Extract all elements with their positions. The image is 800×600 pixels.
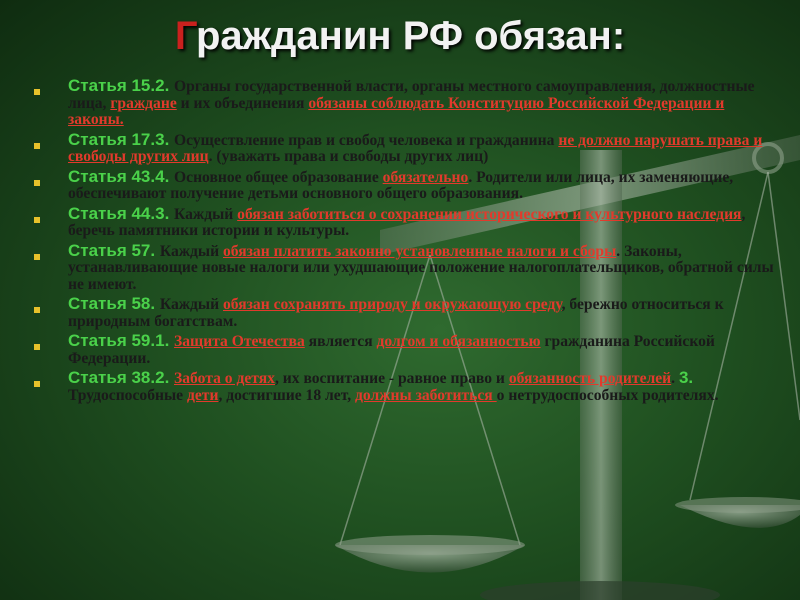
duty-text: Основное общее образование [174,168,383,186]
highlighted-duty: обязаны соблюдать Конституцию Российской Федерации и законы. [68,94,725,128]
duty-text: Осуществление прав и свобод человека и гражданина [174,131,559,149]
duty-text: Каждый [159,242,223,260]
bullet-icon [34,180,40,186]
article-number: 3. [678,368,694,387]
highlighted-duty: обязанность родителей [508,370,672,387]
highlighted-duty: Защита Отечества [174,333,305,350]
bullet-icon [34,143,40,149]
duty-text: гражданина Российской Федерации. [68,333,715,367]
list-item [30,166,775,203]
highlighted-duty: должны заботиться [355,386,497,404]
list-item-text [68,333,775,367]
duty-text: Органы государственной власти, органы местного самоуправления, должностные лица, [68,78,755,112]
duty-text: Трудоспособные [68,386,187,404]
duty-text: о нетрудоспособных родителях. [496,386,719,404]
list-item [30,240,775,294]
list-item [30,296,775,330]
highlighted-duty: дети [186,386,219,404]
duty-text: . Законы, устанавливающие новые налоги или ухудшающие положение налогоплательщиков, обратной силы не имеют. [68,242,774,293]
list-item [30,78,775,129]
highlighted-duty: обязан платить законно установленные налоги и сборы [223,242,617,260]
highlighted-duty: обязательно [382,168,469,186]
duty-text: Каждый [159,296,223,313]
article-number: Статья 59.1. [68,331,175,350]
list-item [30,129,775,166]
bullet-icon [34,217,40,223]
duty-text: является [304,333,377,350]
list-item-text [68,296,775,330]
highlighted-duty: долгом и обязанностью [376,333,541,350]
highlighted-duty: граждане [110,94,177,112]
bullet-icon [34,89,40,95]
duty-text: . Родители или лица, их заменяющие, обеспечивают получение детьми основного общего образования. [68,168,734,202]
article-number: Статья 38.2. [68,368,175,387]
bullet-icon [34,254,40,260]
list-item-text [68,129,775,166]
highlighted-duty: Забота о детях [174,370,275,387]
article-number: Статья 17.3. [68,129,175,149]
title-first-letter: Г [174,14,196,58]
bullet-icon [34,344,40,350]
list-item [30,333,775,367]
duty-text: Каждый [174,205,238,223]
page-title [0,14,800,59]
highlighted-duty: обязан заботиться о сохранении исторического и культурного наследия [237,205,742,223]
list-item [30,370,775,404]
duties-list [30,78,775,407]
list-item-text [68,370,775,404]
article-number: Статья 44.3. [68,203,175,223]
list-item-text [68,240,775,294]
duty-text: и их объединения [176,94,309,112]
article-number: Статья 58. [68,294,160,313]
list-item-text [68,78,775,129]
article-number: Статья 15.2. [68,76,175,95]
duty-text: , их воспитание - равное право и [274,370,509,387]
article-number: Статья 57. [68,240,160,260]
duty-text: . (уважать права и свободы других лиц) [208,148,489,165]
duty-text: , бережно относиться к природным богатствам. [68,296,724,330]
article-number: Статья 43.4. [68,166,175,186]
list-item [30,203,775,240]
duty-text: , беречь памятники истории и культуры. [68,205,746,239]
list-item-text [68,166,775,203]
bullet-icon [34,381,40,387]
highlighted-duty: не должно нарушать права и свободы других лиц [68,131,763,165]
duty-text: , достигшие 18 лет, [218,386,355,404]
title-rest: ражданин РФ обязан: [196,14,626,58]
list-item-text [68,203,775,240]
bullet-icon [34,307,40,313]
duty-text: . [671,370,679,387]
highlighted-duty: обязан сохранять природу и окружающую среду [223,296,562,313]
